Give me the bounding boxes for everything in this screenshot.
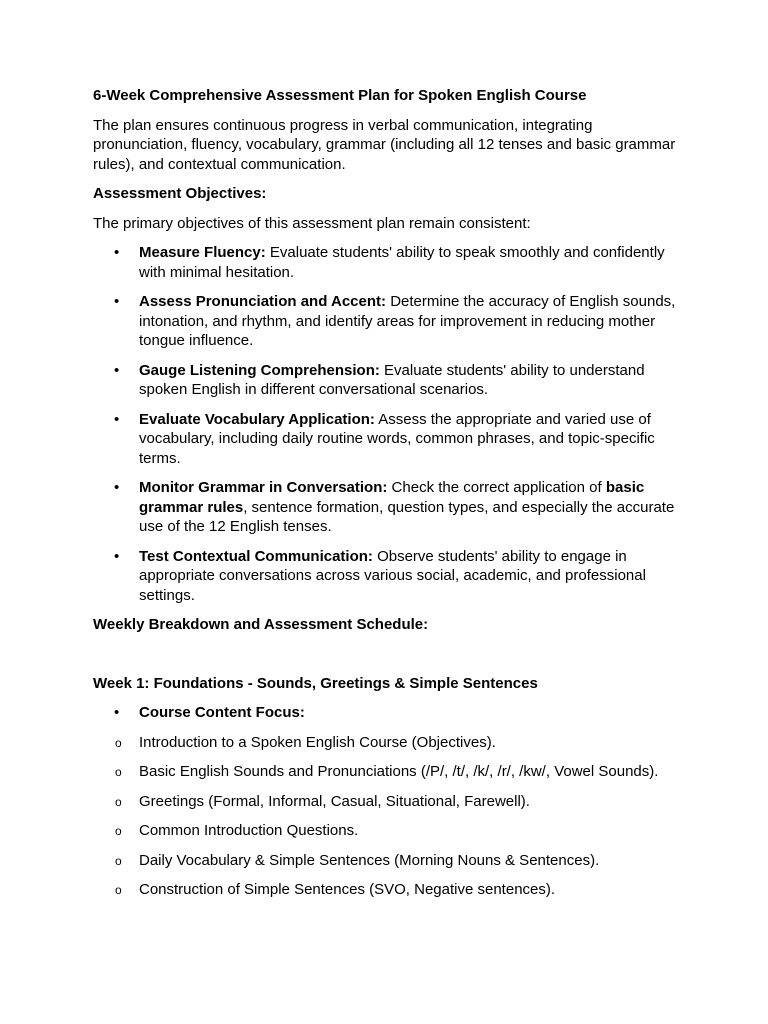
list-item: o Greetings (Formal, Informal, Casual, Situational, Farewell). <box>93 792 683 812</box>
objective-item: • Measure Fluency: Evaluate students' ability to speak smoothly and confidently with minimal hesitation. <box>114 244 665 281</box>
bullet-icon: • <box>114 361 120 379</box>
list-item: o Introduction to a Spoken English Course (Objectives). <box>93 733 683 753</box>
circle-bullet-icon: o <box>115 735 122 750</box>
week1-list <box>93 703 683 900</box>
circle-bullet-icon: o <box>115 794 122 809</box>
document-page <box>93 86 683 910</box>
list-item: o Daily Vocabulary & Simple Sentences (Morning Nouns & Sentences). <box>93 851 683 871</box>
circle-bullet-icon: o <box>115 765 122 779</box>
objective-item: • Evaluate Vocabulary Application: Assess the appropriate and varied use of vocabulary, including daily routine words, common phrases, and topic-specific terms. <box>114 410 655 467</box>
spacer <box>93 645 683 674</box>
week1-focus-item: • Course Content Focus: <box>114 704 305 721</box>
objective-item: • Gauge Listening Comprehension: Evaluate students' ability to understand spoken English in different conversational scenarios. <box>114 361 645 398</box>
bullet-icon: • <box>114 479 120 496</box>
circle-bullet-icon: o <box>115 883 122 897</box>
bullet-icon: • <box>114 244 120 261</box>
bullet-icon: • <box>114 293 120 310</box>
list-item: o Construction of Simple Sentences (SVO, Negative sentences). <box>93 880 683 900</box>
objective-item: • Test Contextual Communication: Observe students' ability to engage in appropriate conversations across various social, academic, and professional settings. <box>114 547 646 604</box>
week1-heading: Week 1: Foundations - Sounds, Greetings & Simple Sentences <box>93 674 538 692</box>
objective-item: • Monitor Grammar in Conversation: Check the correct application of basic grammar rules, sentence formation, question types, and especially the accurate use of the 12 English tenses. <box>114 479 675 535</box>
list-item: o Basic English Sounds and Pronunciations (/P/, /t/, /k/, /r/, /kw/, Vowel Sounds). <box>93 762 683 782</box>
bullet-icon: • <box>114 410 120 428</box>
document-title: 6-Week Comprehensive Assessment Plan for Spoken English Course <box>93 87 587 104</box>
objectives-heading: Assessment Objectives: <box>93 185 267 202</box>
circle-bullet-icon: o <box>115 853 122 868</box>
bullet-icon: • <box>114 704 120 721</box>
bullet-icon: • <box>114 547 120 565</box>
circle-bullet-icon: o <box>115 824 122 838</box>
objectives-intro: The primary objectives of this assessment plan remain consistent: <box>93 214 531 232</box>
objectives-list <box>93 243 683 605</box>
schedule-heading: Weekly Breakdown and Assessment Schedule: <box>93 616 429 633</box>
list-item: o Common Introduction Questions. <box>93 821 683 841</box>
intro-paragraph: The plan ensures continuous progress in verbal communication, integrating pronunciation, fluency, vocabulary, grammar (including all 12 tenses and basic grammar rules), and contextual communication. <box>93 116 676 173</box>
objective-item: • Assess Pronunciation and Accent: Determine the accuracy of English sounds, intonation, and rhythm, and identify areas for improvement in reducing mother tongue influence. <box>114 293 676 349</box>
